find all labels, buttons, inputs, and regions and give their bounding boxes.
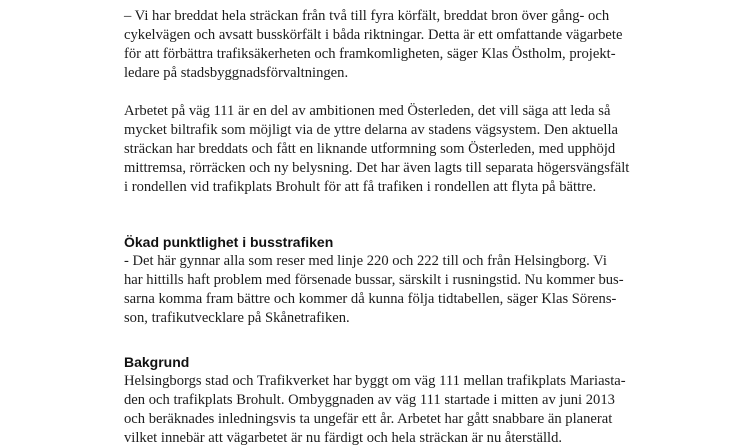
paragraph-spacer xyxy=(124,83,746,102)
bakgrund-line-4: vilket innebär att vägarbetet är nu färdigt och hela sträckan är nu återställd. xyxy=(124,430,563,446)
section-spacer xyxy=(124,328,746,353)
bakgrund-section xyxy=(124,353,746,448)
punktlighet-line-1: - Det här gynnar alla som reser med linje 220 och 222 till och från Helsingborg. Vi xyxy=(124,253,607,269)
osterleden-line-4: mittremsa, rörräcken och ny belysning. Det har även lagts till separata högersvängsfält xyxy=(124,160,630,176)
bakgrund-line-1: Helsingborgs stad och Trafikverket har byggt om väg 111 mellan trafikplats Mariasta- xyxy=(124,373,626,389)
osterleden-paragraph xyxy=(124,102,746,197)
intro-line-2: cykelvägen och avsatt busskörfält i båda riktningar. Detta är ett omfattande vägarbete xyxy=(124,27,623,43)
intro-line-1: – Vi har breddat hela sträckan från två till fyra körfält, breddat bron över gång- och xyxy=(124,8,610,24)
bakgrund-line-3: och beräknades inledningsvis ta ungefär ett år. Arbetet har gått snabbare än planerat xyxy=(124,411,613,427)
punktlighet-line-4: son, trafikutvecklare på Skånetrafiken. xyxy=(124,310,350,326)
punktlighet-line-3: sarna komma fram bättre och kommer då kunna följa tidtabellen, säger Klas Sörens- xyxy=(124,291,617,307)
osterleden-line-5: i rondellen vid trafikplats Brohult för att få trafiken i rondellen att flyta på bättre. xyxy=(124,179,597,195)
bakgrund-line-2: den och trafikplats Brohult. Ombyggnaden av väg 111 startade i mitten av juni 2013 xyxy=(124,392,615,408)
osterleden-line-1: Arbetet på väg 111 är en del av ambitionen med Österleden, det vill säga att leda så xyxy=(124,103,611,119)
intro-line-4: ledare på stadsbyggnadsförvaltningen. xyxy=(124,65,349,81)
punktlighet-line-2: har hittills haft problem med försenade bussar, särskilt i rusningstid. Nu kommer bus- xyxy=(124,272,624,288)
intro-paragraph xyxy=(124,7,746,83)
osterleden-line-2: mycket biltrafik som möjligt via de yttre delarna av stadens vägsystem. Den aktuella xyxy=(124,122,619,138)
punktlighet-heading: Ökad punktlighet i busstrafiken xyxy=(124,234,334,250)
intro-line-3: för att förbättra trafiksäkerheten och framkomligheten, säger Klas Östholm, projekt- xyxy=(124,46,616,62)
punktlighet-section xyxy=(124,233,746,328)
osterleden-line-3: sträckan har breddats och fått en liknande utformning som Österleden, med upphöjd xyxy=(124,141,616,157)
bakgrund-heading: Bakgrund xyxy=(124,354,190,370)
section-spacer xyxy=(124,197,746,233)
